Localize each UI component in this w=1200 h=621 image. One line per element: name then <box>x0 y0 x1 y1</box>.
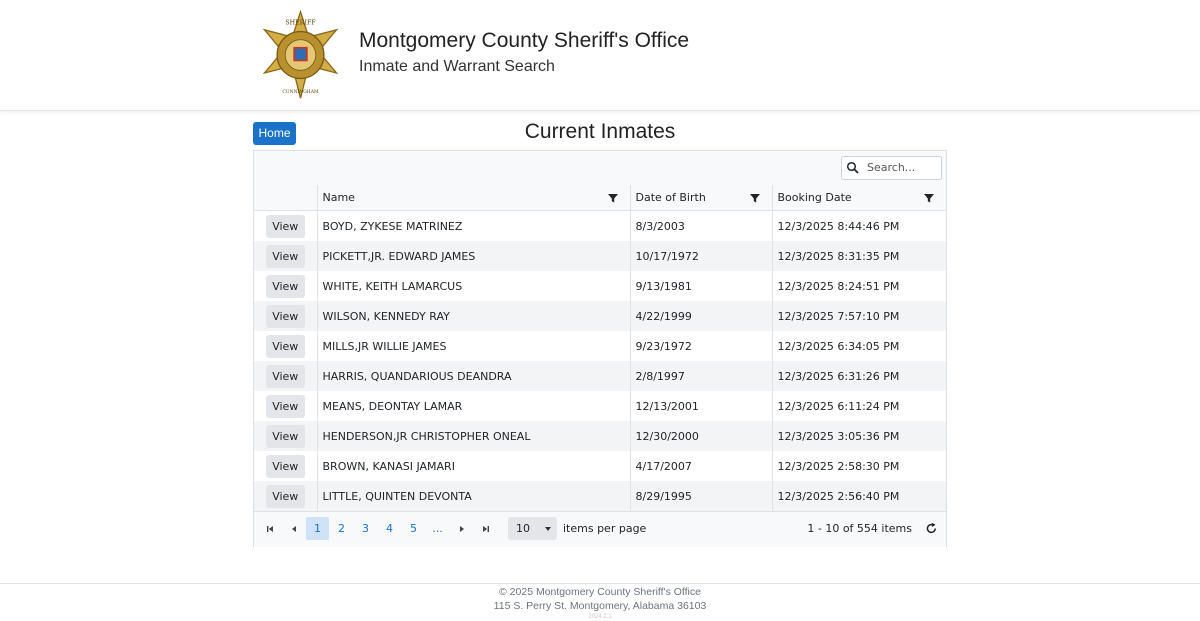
dob-cell: 8/3/2003 <box>630 211 772 242</box>
booking-date-cell: 12/3/2025 2:58:30 PM <box>777 459 900 473</box>
last-page-icon[interactable] <box>481 524 491 534</box>
table-row <box>254 451 946 481</box>
search-box[interactable] <box>841 156 942 180</box>
page-title: Current Inmates <box>524 120 676 143</box>
table-row <box>254 331 946 361</box>
prev-page-icon[interactable] <box>289 524 299 534</box>
column-header-dob[interactable] <box>630 185 772 211</box>
dob-cell: 4/17/2007 <box>630 451 772 481</box>
view-button[interactable]: View <box>266 305 305 328</box>
booking-date-cell: 12/3/2025 7:57:10 PM <box>772 301 946 331</box>
badge-bottom-text: CUNNINGHAM <box>282 89 319 95</box>
row-action-cell <box>254 421 317 451</box>
table-row <box>254 421 946 451</box>
items-per-page-label: items per page <box>563 522 647 535</box>
page-link[interactable]: 5 <box>410 522 417 535</box>
dob-cell: 8/29/1995 <box>630 481 772 511</box>
grid-toolbar <box>254 151 946 186</box>
booking-date-cell: 12/3/2025 6:34:05 PM <box>777 339 900 353</box>
booking-date-cell: 12/3/2025 8:24:51 PM <box>777 279 900 293</box>
row-action-cell <box>254 331 317 361</box>
dob-cell: 4/22/1999 <box>630 301 772 331</box>
name-cell: WHITE, KEITH LAMARCUS <box>317 271 630 301</box>
refresh-icon[interactable] <box>925 522 938 535</box>
name-cell: HARRIS, QUANDARIOUS DEANDRA <box>317 361 630 391</box>
name-cell: LITTLE, QUINTEN DEVONTA <box>317 481 630 511</box>
row-action-cell <box>254 241 317 271</box>
name-cell: MEANS, DEONTAY LAMAR <box>317 391 630 421</box>
first-page-icon[interactable] <box>265 524 275 534</box>
dob-cell: 12/13/2001 <box>630 391 772 421</box>
view-button[interactable]: View <box>266 395 305 418</box>
table-row <box>254 211 946 242</box>
view-button[interactable]: View <box>266 455 305 478</box>
page-link[interactable]: 4 <box>386 522 393 535</box>
chevron-down-icon <box>544 526 552 532</box>
row-action-cell <box>254 361 317 391</box>
site-footer <box>0 583 1200 621</box>
dob-cell: 9/23/1972 <box>630 331 772 361</box>
name-cell: PICKETT,JR. EDWARD JAMES <box>317 241 630 271</box>
page-link[interactable]: 3 <box>362 522 369 535</box>
home-button[interactable]: Home <box>253 122 296 145</box>
sheriff-badge-logo <box>254 10 347 100</box>
footer-version: 2024.2.1 <box>588 614 612 620</box>
org-title: Montgomery County Sheriff's Office <box>359 29 690 52</box>
page-size-value: 10 <box>516 522 530 535</box>
view-button[interactable]: View <box>266 485 305 508</box>
column-header-label: Booking Date <box>777 191 852 204</box>
page-link[interactable]: 2 <box>338 522 345 535</box>
page-info: 1 - 10 of 554 items <box>807 522 912 535</box>
search-icon <box>846 161 860 175</box>
filter-icon[interactable] <box>750 193 760 203</box>
view-button[interactable]: View <box>266 275 305 298</box>
row-action-cell <box>254 271 317 301</box>
row-action-cell <box>254 301 317 331</box>
dob-cell: 10/17/1972 <box>630 241 772 271</box>
page-size-select[interactable] <box>508 517 557 540</box>
column-header-label: Date of Birth <box>635 191 706 204</box>
footer-copyright: © 2025 Montgomery County Sheriff's Office <box>499 586 701 598</box>
search-input[interactable] <box>864 159 939 176</box>
row-action-cell <box>254 481 317 511</box>
row-action-cell <box>254 391 317 421</box>
column-header-label: Name <box>322 191 355 204</box>
booking-date-cell: 12/3/2025 6:31:26 PM <box>772 361 946 391</box>
row-action-cell <box>254 211 317 242</box>
table-row <box>254 361 946 391</box>
name-cell: BOYD, ZYKESE MATRINEZ <box>317 211 630 242</box>
name-cell: MILLS,JR WILLIE JAMES <box>317 331 630 361</box>
footer-address: 115 S. Perry St. Montgomery, Alabama 36103 <box>493 600 707 612</box>
table-header-row <box>254 185 946 211</box>
site-header <box>0 0 1200 111</box>
booking-date-cell: 12/3/2025 2:56:40 PM <box>772 481 946 511</box>
filter-icon[interactable] <box>924 193 934 203</box>
dob-cell: 9/13/1981 <box>630 271 772 301</box>
table-row <box>254 271 946 301</box>
view-button[interactable]: View <box>266 365 305 388</box>
name-cell: BROWN, KANASI JAMARI <box>317 451 630 481</box>
dob-cell: 12/30/2000 <box>630 421 772 451</box>
row-action-cell <box>254 451 317 481</box>
org-subtitle: Inmate and Warrant Search <box>359 58 555 75</box>
booking-date-cell: 12/3/2025 8:44:46 PM <box>777 219 900 233</box>
view-button[interactable]: View <box>266 215 305 238</box>
name-cell: WILSON, KENNEDY RAY <box>317 301 630 331</box>
badge-top-text: SHERIFF <box>285 19 316 27</box>
view-button[interactable]: View <box>266 335 305 358</box>
table-row <box>254 391 946 421</box>
column-header-name[interactable] <box>317 185 630 211</box>
column-header-actions <box>254 185 317 211</box>
booking-date-cell: 12/3/2025 3:05:36 PM <box>772 421 946 451</box>
filter-icon[interactable] <box>608 193 618 203</box>
page-more-link[interactable]: ... <box>432 522 443 535</box>
view-button[interactable]: View <box>266 425 305 448</box>
column-header-booking-date[interactable] <box>772 185 946 211</box>
dob-cell: 2/8/1997 <box>630 361 772 391</box>
booking-date-cell: 12/3/2025 8:31:35 PM <box>772 241 946 271</box>
table-row <box>254 301 946 331</box>
next-page-icon[interactable] <box>457 524 467 534</box>
page-link[interactable]: 1 <box>306 517 329 540</box>
view-button[interactable]: View <box>266 245 305 268</box>
name-cell: HENDERSON,JR CHRISTOPHER ONEAL <box>317 421 630 451</box>
inmate-table <box>254 185 946 511</box>
booking-date-cell: 12/3/2025 6:11:24 PM <box>777 399 900 413</box>
inmate-grid <box>253 150 947 547</box>
table-body <box>254 211 946 512</box>
pager <box>254 511 946 547</box>
table-row <box>254 481 946 511</box>
table-row <box>254 241 946 271</box>
